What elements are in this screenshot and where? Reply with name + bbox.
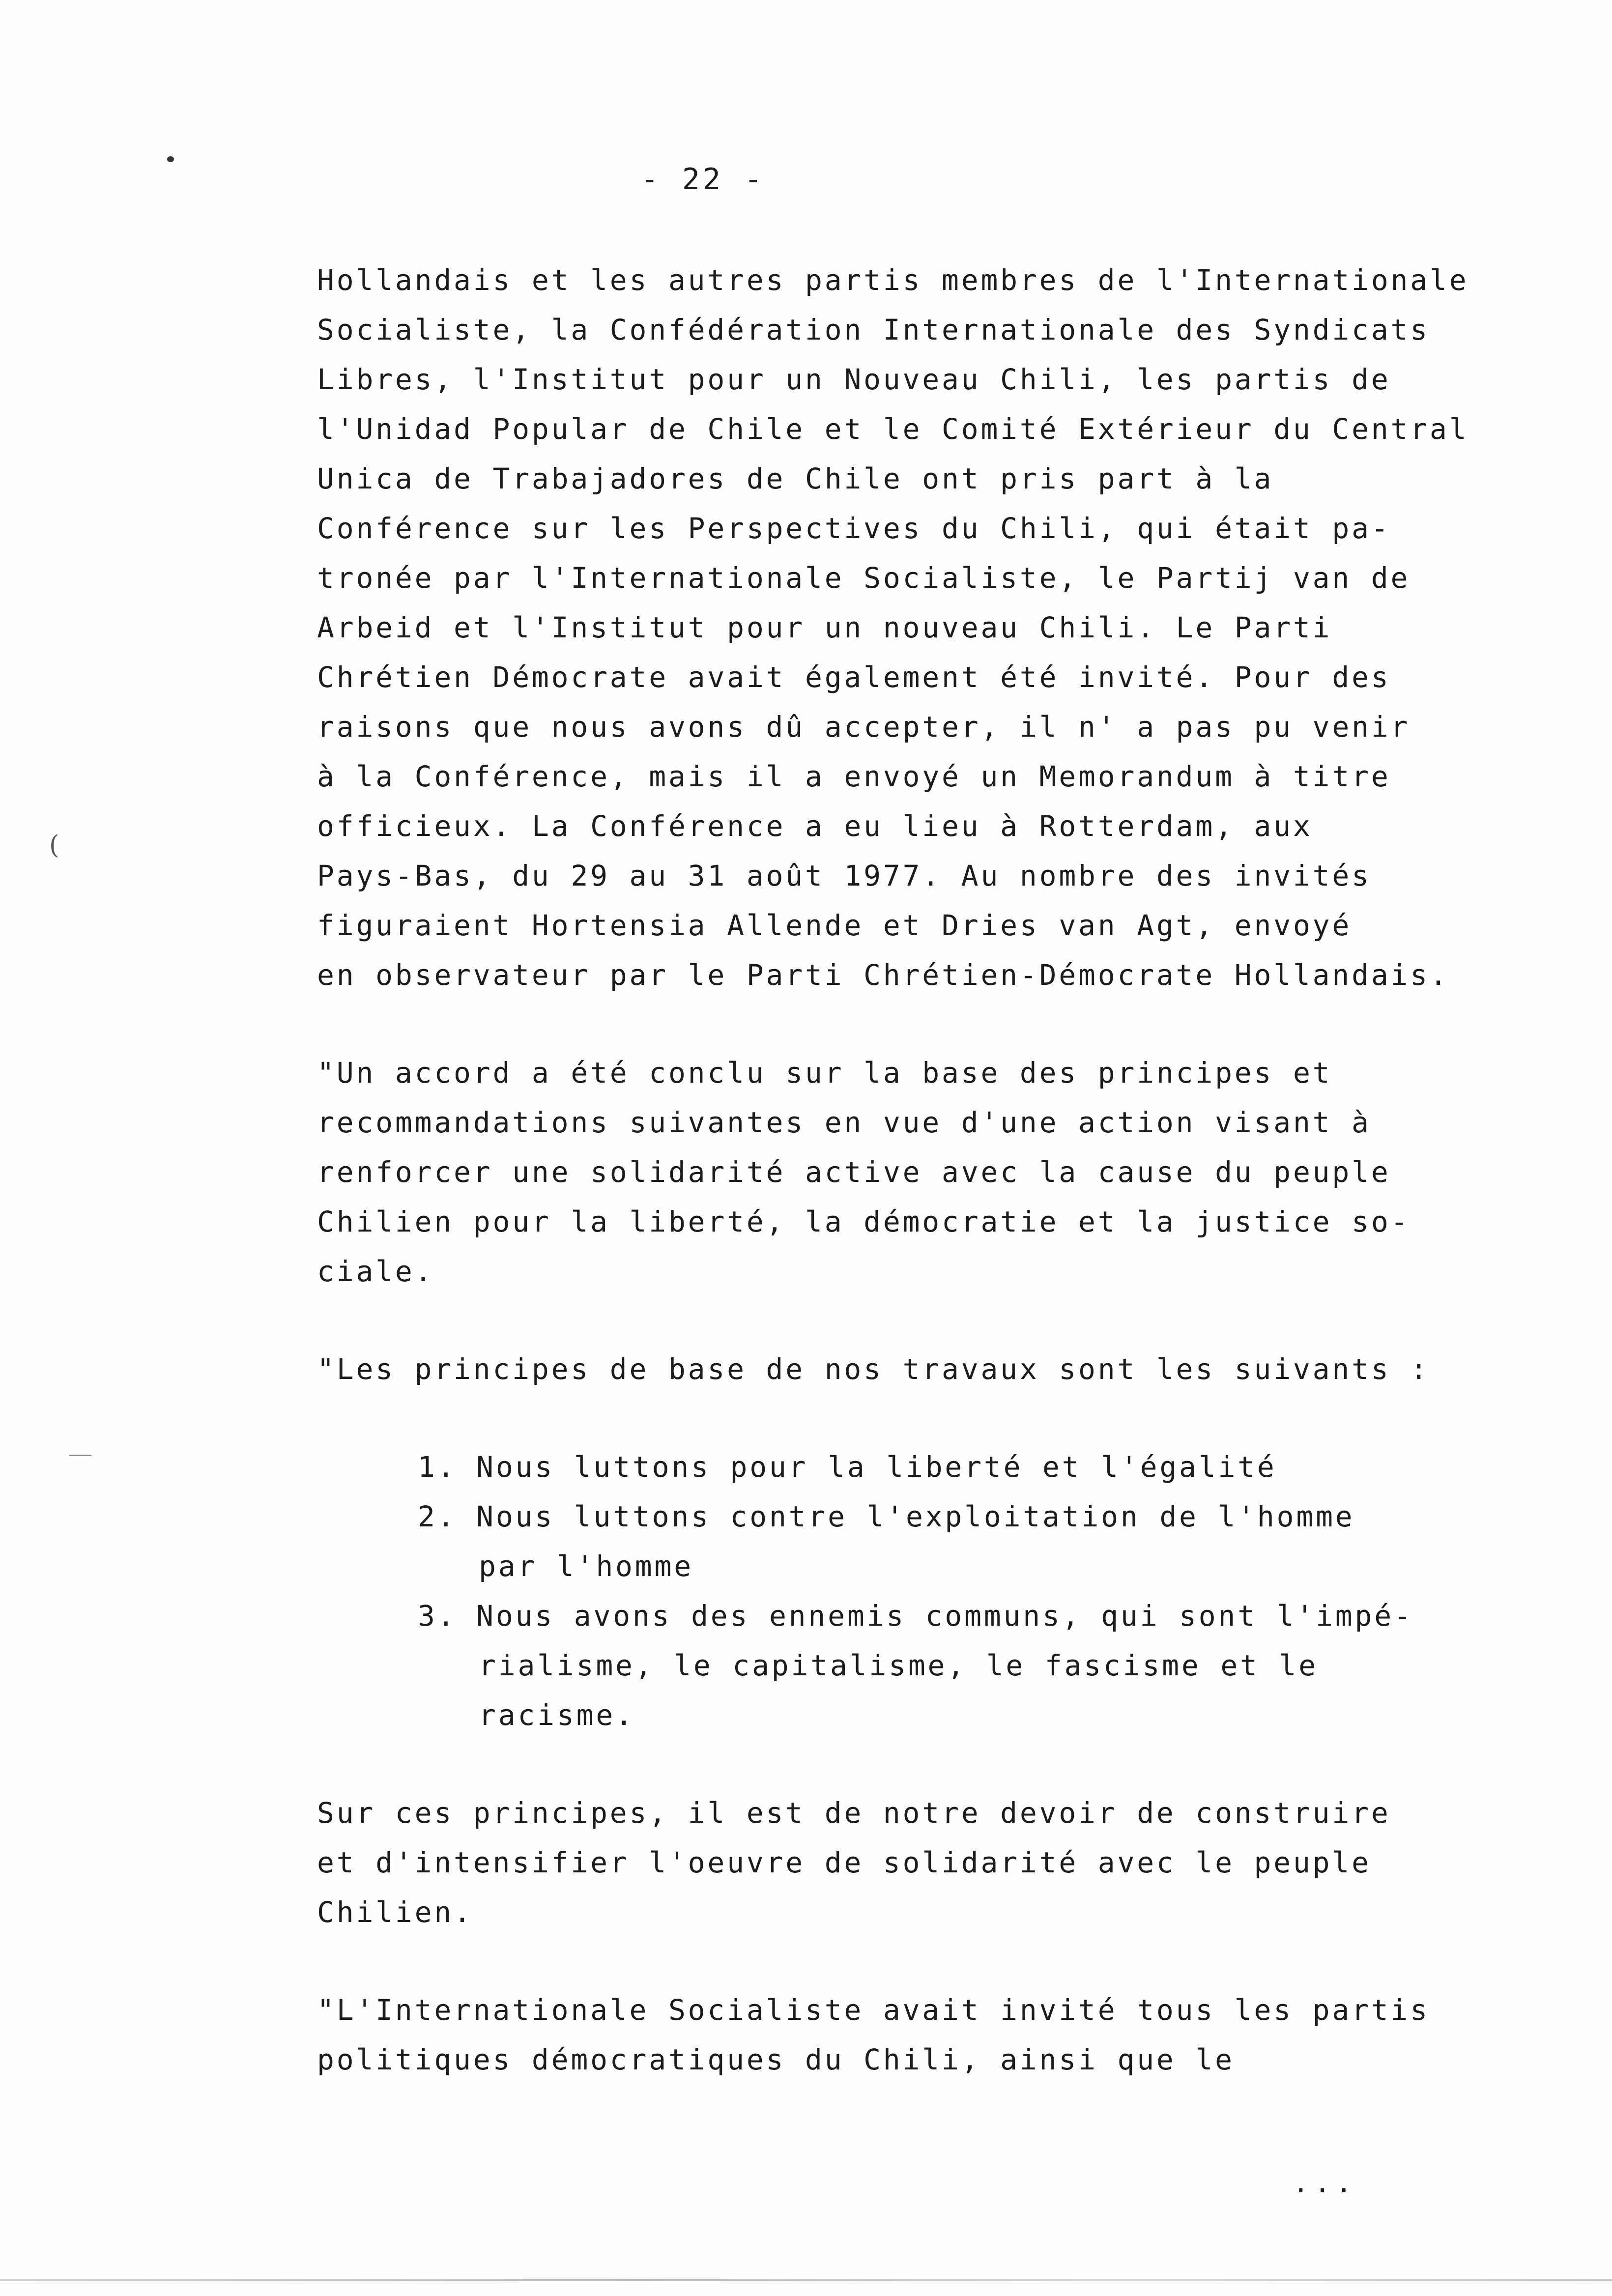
text-line: en observateur par le Parti Chrétien-Démocrate Hollandais. xyxy=(317,958,1449,992)
text-line: tronée par l'Internationale Socialiste, le Partij van de xyxy=(317,561,1410,595)
text-line: Hollandais et les autres partis membres de l'Internationale xyxy=(317,263,1469,297)
text-line: Arbeid et l'Institut pour un nouveau Chili. Le Parti xyxy=(317,611,1332,644)
paragraph-principles-intro xyxy=(317,1345,1536,1394)
scan-edge xyxy=(0,2279,1612,2281)
paragraph-spacer xyxy=(317,1296,1536,1345)
text-line: Libres, l'Institut pour un Nouveau Chili, les partis de xyxy=(317,363,1391,396)
list-item-text: 1. Nous luttons pour la liberté et l'égalité xyxy=(418,1450,1277,1484)
paragraph-spacer xyxy=(317,1740,1536,1788)
principles-list xyxy=(317,1442,1536,1740)
paragraph-duty xyxy=(317,1788,1536,1937)
text-line: et d'intensifier l'oeuvre de solidarité avec le peuple xyxy=(317,1846,1371,1879)
text-line: Chilien. xyxy=(317,1895,473,1929)
paragraph-spacer xyxy=(317,1000,1536,1048)
list-item xyxy=(418,1492,1536,1591)
page-number: - 22 - xyxy=(640,162,765,197)
text-line: l'Unidad Popular de Chile et le Comité Extérieur du Central xyxy=(317,412,1469,446)
text-line: Pays-Bas, du 29 au 31 août 1977. Au nombre des invités xyxy=(317,859,1371,892)
text-line: à la Conférence, mais il a envoyé un Memorandum à titre xyxy=(317,760,1391,793)
text-line: renforcer une solidarité active avec la cause du peuple xyxy=(317,1155,1391,1189)
ink-speck xyxy=(167,156,174,162)
margin-dash xyxy=(69,1455,91,1456)
margin-mark: ( xyxy=(49,831,59,860)
text-line: Socialiste, la Confédération Internationale des Syndicats xyxy=(317,313,1430,346)
text-line: Chilien pour la liberté, la démocratie et la justice so- xyxy=(317,1205,1410,1238)
paragraph-spacer xyxy=(317,1937,1536,1985)
text-line: figuraient Hortensia Allende et Dries van Agt, envoyé xyxy=(317,909,1352,942)
text-line: "Les principes de base de nos travaux sont les suivants : xyxy=(317,1352,1430,1386)
text-line: Unica de Trabajadores de Chile ont pris part à la xyxy=(317,462,1274,495)
list-item-text: par l'homme xyxy=(479,1550,693,1583)
list-item-text: racisme. xyxy=(479,1698,635,1732)
text-line: Conférence sur les Perspectives du Chili, qui était pa- xyxy=(317,512,1391,545)
list-item-text: 2. Nous luttons contre l'exploitation de l'homme xyxy=(418,1500,1355,1533)
paragraph-accord xyxy=(317,1048,1536,1296)
list-item xyxy=(418,1442,1536,1492)
text-line: politiques démocratiques du Chili, ainsi que le xyxy=(317,2043,1235,2076)
text-line: Chrétien Démocrate avait également été invité. Pour des xyxy=(317,660,1391,694)
text-line: "Un accord a été conclu sur la base des principes et xyxy=(317,1056,1332,1090)
paragraph-invitation xyxy=(317,1985,1536,2085)
document-body xyxy=(317,256,1536,2085)
text-line: raisons que nous avons dû accepter, il n' a pas pu venir xyxy=(317,710,1410,744)
text-line: recommandations suivantes en vue d'une action visant à xyxy=(317,1106,1371,1139)
continuation-marker: ... xyxy=(1293,2167,1357,2199)
paragraph-spacer xyxy=(317,1394,1536,1442)
list-item xyxy=(418,1591,1536,1740)
paragraph-conference xyxy=(317,256,1536,1000)
text-line: officieux. La Conférence a eu lieu à Rotterdam, aux xyxy=(317,809,1313,843)
list-item-text: rialisme, le capitalisme, le fascisme et le xyxy=(479,1649,1318,1682)
text-line: Sur ces principes, il est de notre devoir de construire xyxy=(317,1796,1391,1830)
text-line: "L'Internationale Socialiste avait invité tous les partis xyxy=(317,1993,1430,2027)
text-line: ciale. xyxy=(317,1255,434,1288)
list-item-text: 3. Nous avons des ennemis communs, qui sont l'impé- xyxy=(418,1599,1413,1633)
